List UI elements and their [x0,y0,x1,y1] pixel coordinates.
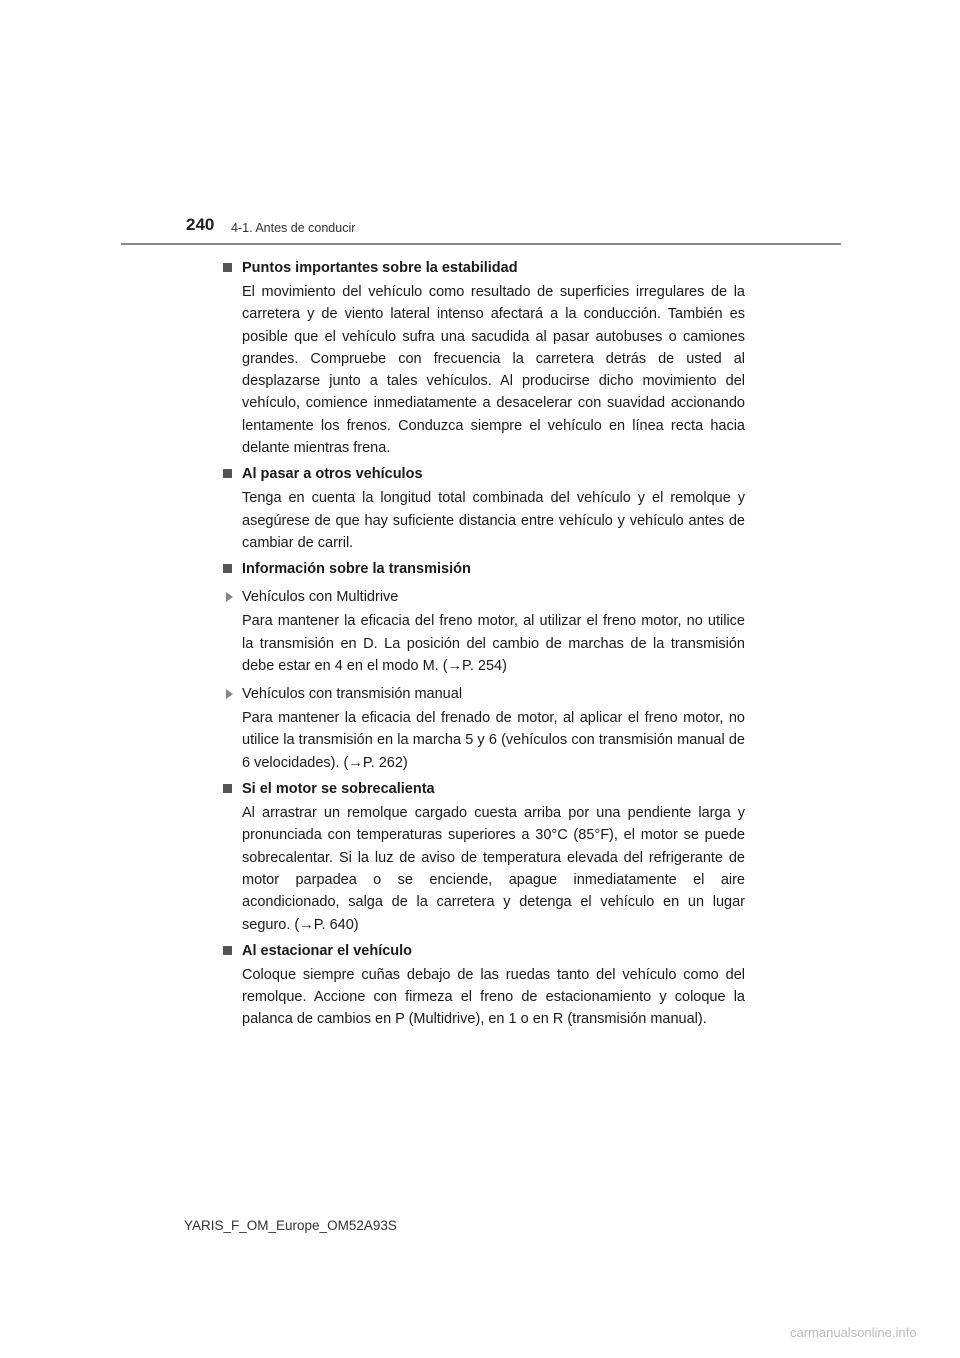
subsection-title: Vehículos con transmisión manual [242,686,463,703]
page-number: 240 [186,215,215,234]
main-content [221,253,745,1031]
subsection-paragraph: Para mantener la eficacia del frenado de motor, al aplicar el freno motor, no utilice la transmisión en la marcha 5 y 6 (vehículos con transmisión manual de 6 velocidades). (→P. 262) [242,710,745,771]
square-bullet-icon [223,946,232,955]
square-bullet-icon [223,263,232,272]
section-heading [221,558,745,580]
watermark: carmanualsonline.info [790,1325,917,1340]
subsection-title: Vehículos con Multidrive [242,589,399,606]
section-heading [221,463,745,485]
section-title: Al pasar a otros vehículos [242,466,423,483]
subsection-heading [221,586,745,608]
section-title: Información sobre la transmisión [242,561,471,578]
subsection-heading [221,683,745,705]
section-title: Si el motor se sobrecalienta [242,781,435,798]
section-heading [221,778,745,800]
section-title: Al estacionar el vehículo [242,942,413,959]
triangle-bullet-icon [226,689,233,699]
footer-doc-code: YARIS_F_OM_Europe_OM52A93S [184,1218,397,1233]
section-title: Puntos importantes sobre la estabilidad [242,260,518,276]
section-paragraph: Coloque siempre cuñas debajo de las ruedas tanto del vehículo como del remolque. Accione con firmeza el freno de estacionamiento y coloque la palanca de cambios en P (Multidrive), en 1 o en R (transmisión manual). [242,966,745,1028]
running-head: 4-1. Antes de conducir [231,221,356,235]
subsection-paragraph: Para mantener la eficacia del freno motor, al utilizar el freno motor, no utilice la transmisión en D. La posición del cambio de marchas de la transmisión debe estar en 4 en el modo M. (→P. 254) [242,613,745,674]
header-rule [121,243,841,245]
section-paragraph: Tenga en cuenta la longitud total combinada del vehículo y el remolque y asegúrese de que hay suficiente distancia entre vehículo y vehículo antes de cambiar de carril. [242,490,745,551]
square-bullet-icon [223,564,232,573]
square-bullet-icon [223,469,232,478]
section-paragraph: El movimiento del vehículo como resultado de superficies irregulares de la carretera y de viento lateral intenso afectará a la conducción. También es posible que el vehículo sufra una sacudida al pasar autobuses o camiones grandes. Compruebe con frecuencia la carretera detrás de usted al desplazarse junto a tales vehículos. Al producirse dicho movimiento del vehículo, comience inmediatamente a desacelerar con suavidad accionando lentamente los frenos. Conduzca siempre el vehículo en línea recta hacia delante mientras frena. [242,284,745,457]
triangle-bullet-icon [226,592,233,602]
square-bullet-icon [223,784,232,793]
section-heading [221,257,745,279]
section-paragraph: Al arrastrar un remolque cargado cuesta arriba por una pendiente larga y pronunciada con temperaturas superiores a 30°C (85°F), el motor se puede sobrecalentar. Si la luz de aviso de temperatura elevada del refrigerante de motor parpadea o se enciende, apague inmediatamente el aire acondicionado, salga de la carretera y detenga el vehículo en un lugar seguro. (→P. 640) [242,805,745,933]
section-heading [221,940,745,962]
